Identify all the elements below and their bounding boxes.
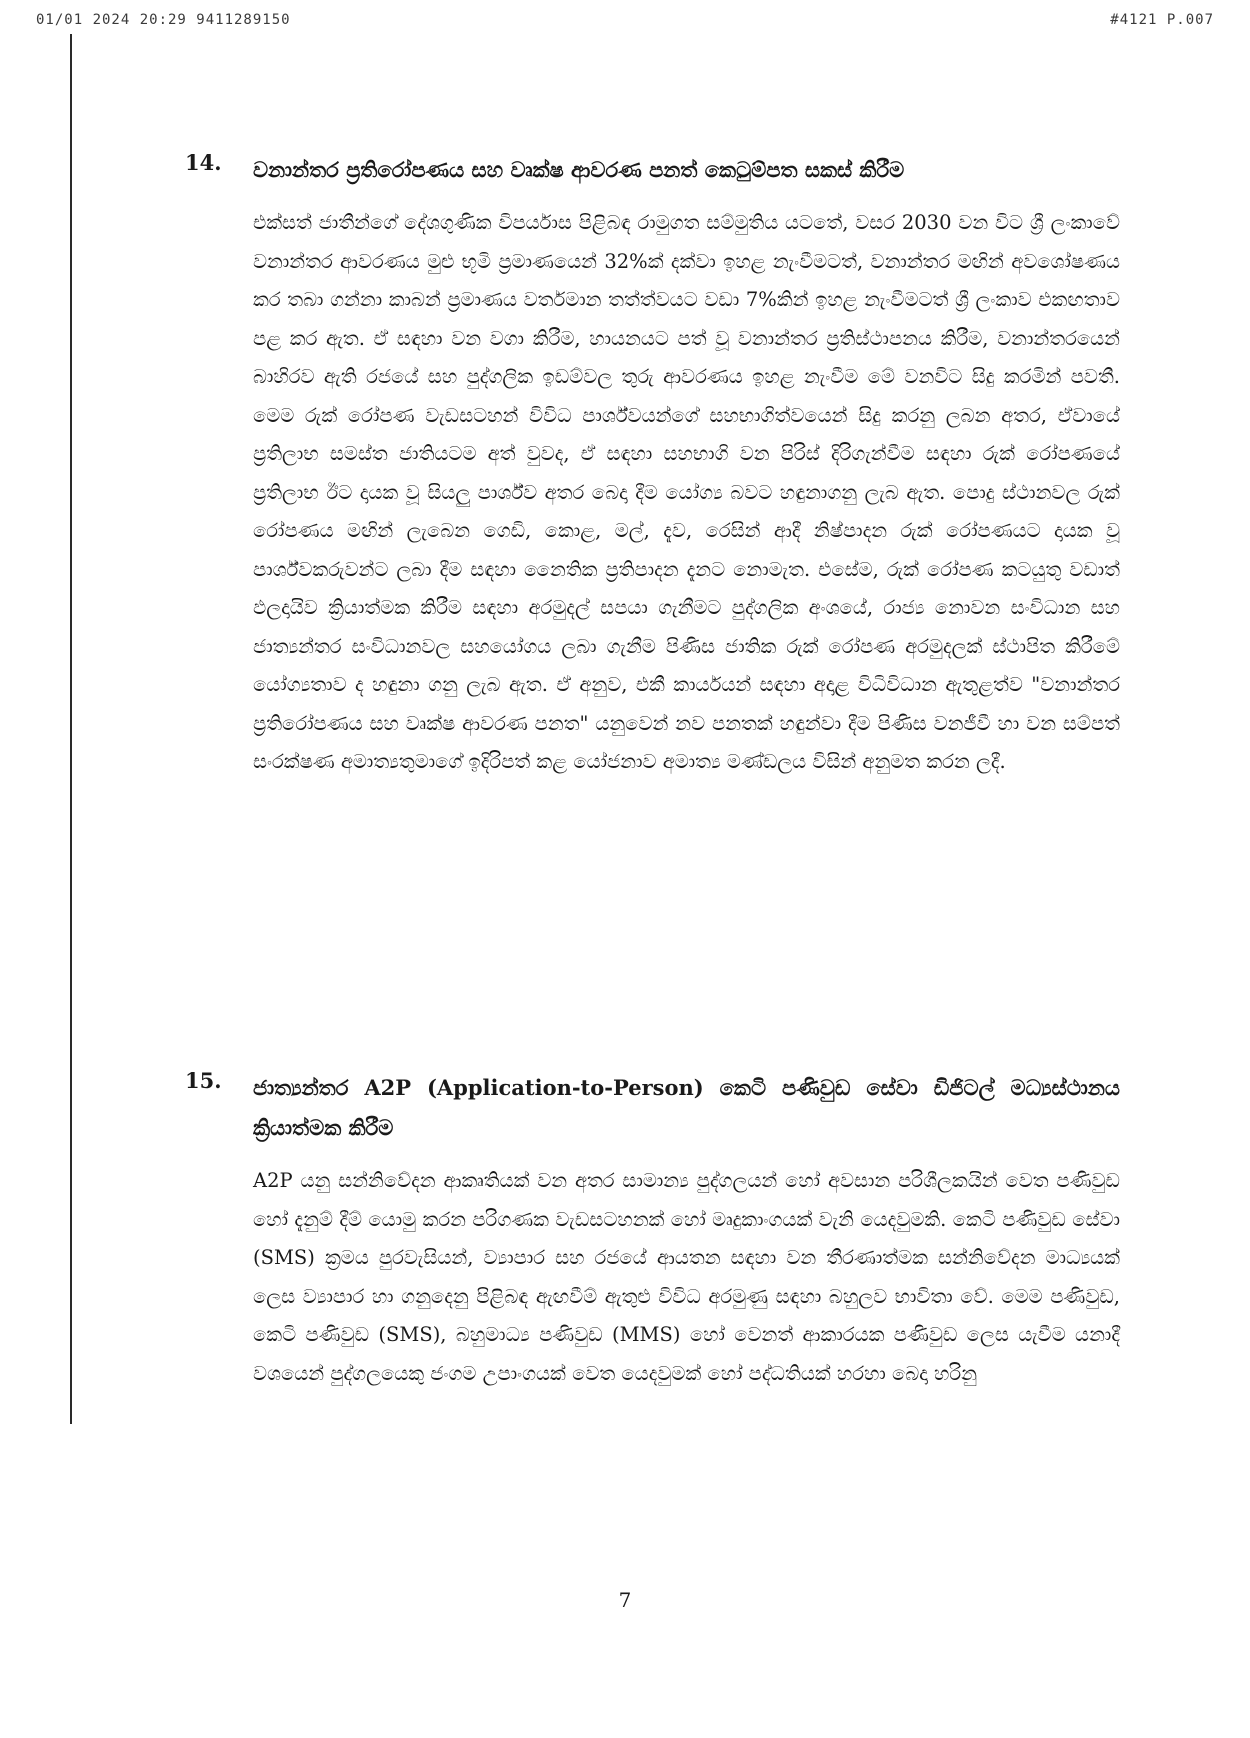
section-title: ජාත්‍යන්තර A2P (Application-to-Person) කෙටි පණිවුඩ සේවා ඩිජිටල් මධ්‍යස්ථානය ක්‍රියාත්මක කිරීම xyxy=(253,1075,1120,1140)
section-15 xyxy=(185,1068,1120,1393)
margin-line xyxy=(70,34,72,1424)
fax-header xyxy=(36,8,1214,32)
fax-header-date-number: 01/01 2024 20:29 9411289150 xyxy=(36,12,291,28)
section-title: වනාන්තර ප්‍රතිරෝපණය සහ වෘක්ෂ ආවරණ පනත් කෙටුම්පත සකස් කිරීම xyxy=(253,157,905,182)
section-body: එක්සත් ජාතීන්ගේ දේශගුණික විපර්යාස පිළිබඳ රාමුගත සම්මුතිය යටතේ, වසර 2030 වන විට ශ්‍රී ලංකාවේ වනාන්තර ආවරණය මුළු භූමි ප්‍රමාණයෙන් 32%ක් දක්වා ඉහළ නැංවීමටත්, වනාන්තර මඟින් අවශෝෂණය කර තබා ගන්නා කාබන් ප්‍රමාණය වර්තමාන තත්ත්වයට වඩා 7%කින් ඉහළ නැංවීමටත් ශ්‍රී ලංකාව එකඟතාව පළ කර ඇත. ඒ සඳහා වන වගා කිරීම, හායනයට පත් වූ වනාන්තර ප්‍රතිස්ථාපනය කිරීම, වනාන්තරයෙන් බාහිරව ඇති රජයේ සහ පුද්ගලික ඉඩම්වල තුරු ආවරණය ඉහළ නැංවීම මේ වනවිට සිදු කරමින් පවතී. මෙම රුක් රෝපණ වැඩසටහන් විවිධ පාර්ශ්වයන්ගේ සහභාගිත්වයෙන් සිදු කරනු ලබන අතර, ඒවායේ ප්‍රතිලාභ සමස්ත ජාතියටම අත් වුවද, ඒ සඳහා සහභාගි වන පිරිස් දිරිගැන්වීම සඳහා රුක් රෝපණයේ ප්‍රතිලාභ ඊට දායක වූ සියලු පාර්ශ්ව අතර බෙදා දීම යෝග්‍ය බවට හඳුනාගනු ලැබ ඇත. පොදු ස්ථානවල රුක් රෝපණය මඟින් ලැබෙන ගෙඩි, කොළ, මල්, දැව, රෙසින් ආදී නිෂ්පාදන රුක් රෝපණයට දායක වූ පාර්ශ්වකරුවන්ට ලබා දීම සඳහා නෛතික ප්‍රතිපාදන දැනට නොමැත. එසේම, රුක් රෝපණ කටයුතු වඩාත් ඵලදායිව ක්‍රියාත්මක කිරීම සඳහා අරමුදල් සපයා ගැනීමට පුද්ගලික අංශයේ, රාජ්‍ය නොවන සංවිධාන සහ ජාත්‍යන්තර සංවිධානවල සහයෝගය ලබා ගැනීම පිණිස ජාතික රුක් රෝපණ අරමුදලක් ස්ථාපිත කිරීමේ යෝග්‍යතාව ද හඳුනා ගනු ලැබ ඇත. ඒ අනුව, එකී කාර්යයන් සඳහා අදාළ විධිවිධාන ඇතුළත්ව "වනාන්තර ප්‍රතිරෝපණය සහ වෘක්ෂ ආවරණ පනත" යනුවෙන් නව පනතක් හඳුන්වා දීම පිණිස වනජීවී හා වන සම්පත් සංරක්ෂණ අමාත්‍යතුමාගේ ඉදිරිපත් කළ යෝජනාව අමාත්‍ය මණ්ඩලය විසින් අනුමත කරන ලදී. xyxy=(253,211,1120,773)
section-14 xyxy=(185,150,1120,782)
section-number: 15. xyxy=(185,1068,222,1093)
section-number: 14. xyxy=(185,150,222,175)
page-number: 7 xyxy=(618,1588,632,1612)
fax-header-page-ref: #4121 P.007 xyxy=(1110,12,1214,28)
section-body: A2P යනු සන්නිවේදන ආකෘතියක් වන අතර සාමාන්‍ය පුද්ගලයන් හෝ අවසාන පරිශීලකයින් වෙත පණිවුඩ හෝ දැනුම් දීම් යොමු කරන පරිගණක වැඩසටහනක් හෝ මෘදුකාංගයක් වැනි යෙදවුමකි. කෙටි පණිවුඩ සේවා (SMS) ක්‍රමය පුරවැසියන්, ව්‍යාපාර සහ රජයේ ආයතන සඳහා වන තීරණාත්මක සන්නිවේදන මාධ්‍යයක් ලෙස ව්‍යාපාර හා ගනුදෙනු පිළිබඳ ඇඟවීම් ඇතුළු විවිධ අරමුණු සඳහා බහුලව භාවිතා වේ. මෙම පණිවුඩ, කෙටි පණිවුඩ (SMS), බහුමාධ්‍ය පණිවුඩ (MMS) හෝ වෙනත් ආකාරයක පණිවුඩ ලෙස යැවීම යනාදී වශයෙන් පුද්ගලයෙකු ජංගම උපාංගයක් වෙත යෙදවුමක් හෝ පද්ධතියක් හරහා බෙදා හරිනු xyxy=(253,1169,1120,1385)
